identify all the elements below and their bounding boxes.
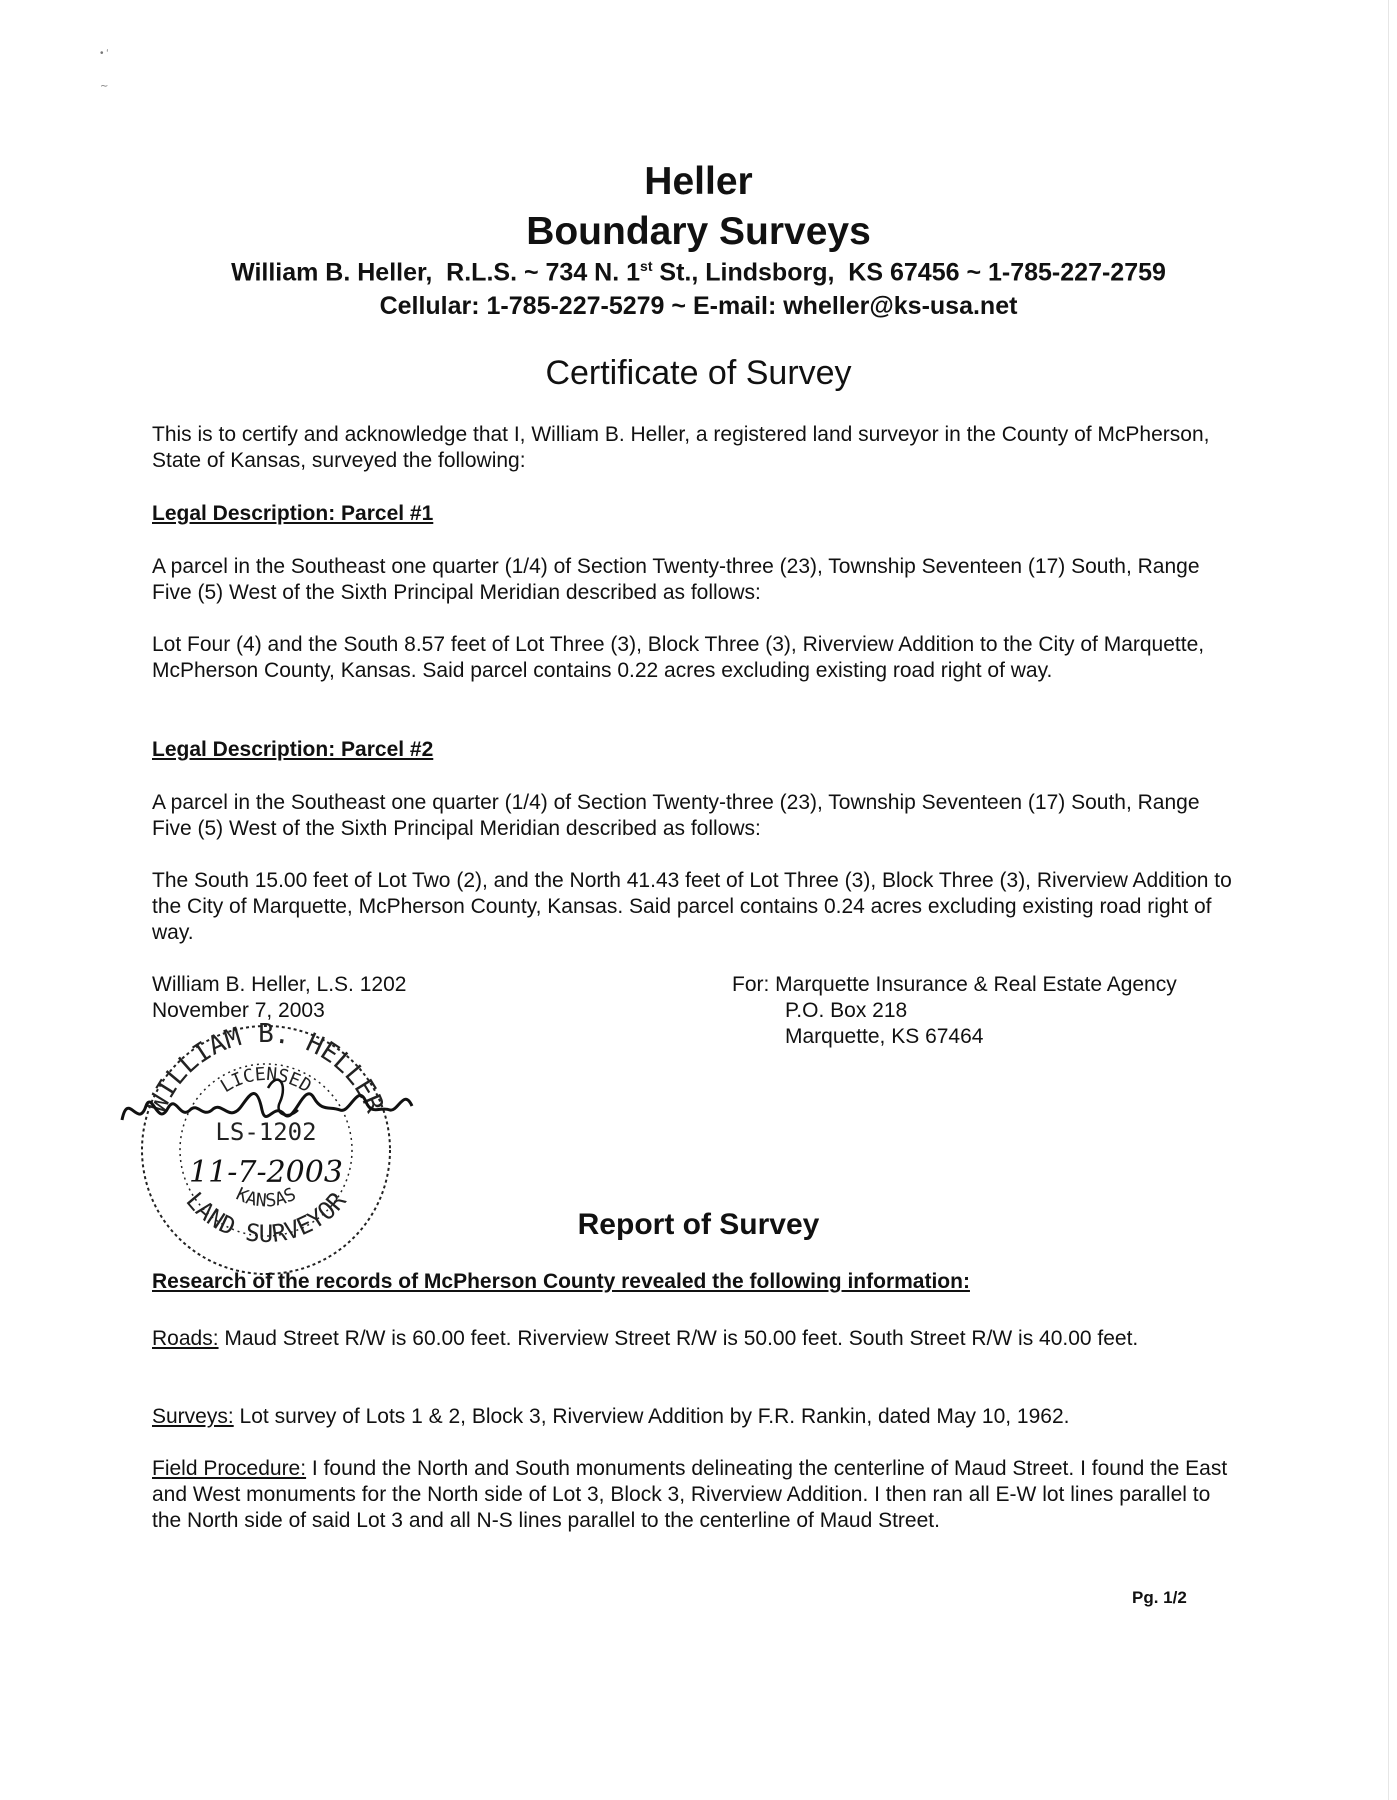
scan-specks: • ‘ ∼ (100, 48, 109, 92)
surveys-label: Surveys: (152, 1405, 234, 1428)
parcel1-heading: Legal Description: Parcel #1 (152, 502, 434, 525)
page-number: Pg. 1/2 (1132, 1588, 1187, 1607)
contact-line-2: Cellular: 1-785-227-5279 ~ E-mail: wheller@ks-usa.net (379, 292, 1018, 320)
company-name-line2: Boundary Surveys (526, 210, 871, 253)
survey-date: November 7, 2003 (152, 999, 325, 1022)
parcel1-lot-description: Lot Four (4) and the South 8.57 feet of Lot Three (3), Block Three (3), Riverview Addition to the City of Marquette, McPherson County, Kansas. Said parcel contains 0.22 acres excluding existing road right of way. (152, 633, 1205, 682)
field-procedure-paragraph (152, 1456, 1232, 1534)
roads-text: Maud Street R/W is 60.00 feet. Riverview Street R/W is 50.00 feet. South Street R/W is 40.00 feet. (218, 1327, 1139, 1350)
parcel2-lot-description: The South 15.00 feet of Lot Two (2), and the North 41.43 feet of Lot Three (3), Block Three (3), Riverview Addition to the City of Marquette, McPherson County, Kansas. Said parcel contains 0.24 acres excluding existing road right of way. (152, 869, 1232, 944)
parcel1-description: A parcel in the Southeast one quarter (1/4) of Section Twenty-three (23), Township Seventeen (17) South, Range Five (5) West of the Sixth Principal Meridian described as follows: (152, 555, 1200, 604)
field-procedure-text: I found the North and South monuments delineating the centerline of Maud Street. I found the East and West monuments for the North side of Lot 3, Block 3, Riverview Addition. I then ran all E-W lot lines parallel to the North side of said Lot 3 and all N-S lines parallel to the centerline of Maud Street. (152, 1457, 1228, 1532)
surveyor-name: William B. Heller, L.S. 1202 (152, 973, 407, 996)
parcel2-heading: Legal Description: Parcel #2 (152, 738, 434, 761)
client-address-line2: Marquette, KS 67464 (785, 1025, 984, 1048)
seal-license-number: LS-1202 (215, 1118, 317, 1146)
certificate-title: Certificate of Survey (545, 354, 852, 392)
company-name-line1: Heller (644, 160, 753, 203)
client-address-line1: P.O. Box 218 (785, 999, 908, 1022)
roads-paragraph (152, 1326, 1232, 1352)
report-title: Report of Survey (577, 1208, 820, 1241)
seal-outer-bottom-text: LAND SURVEYOR (180, 1186, 352, 1248)
seal-inner-bottom-text: KANSAS (232, 1183, 300, 1212)
client-block (732, 972, 1177, 1050)
seal-inner-top-text: LICENSED (216, 1063, 316, 1098)
contact-line-1: William B. Heller, R.L.S. ~ 734 N. 1st St., Lindsborg, KS 67456 ~ 1-785-227-2759 (231, 258, 1166, 287)
client-for-line: For: Marquette Insurance & Real Estate Agency (732, 973, 1177, 996)
parcel2-description: A parcel in the Southeast one quarter (1/4) of Section Twenty-three (23), Township Seventeen (17) South, Range Five (5) West of the Sixth Principal Meridian described as follows: (152, 791, 1200, 840)
research-heading: Research of the records of McPherson County revealed the following information: (152, 1270, 970, 1293)
seal-outer-top-text: WILLIAM B. HELLER (142, 1019, 390, 1117)
roads-label: Roads: (152, 1327, 219, 1350)
seal-handwritten-date: 11-7-2003 (189, 1155, 343, 1190)
surveys-text: Lot survey of Lots 1 & 2, Block 3, Riverview Addition by F.R. Rankin, dated May 10, 1962. (233, 1405, 1070, 1428)
certificate-intro: This is to certify and acknowledge that I, William B. Heller, a registered land surveyor in the County of McPherson, State of Kansas, surveyed the following: (152, 423, 1210, 472)
field-procedure-label: Field Procedure: (152, 1457, 307, 1480)
surveys-paragraph (152, 1404, 1232, 1430)
